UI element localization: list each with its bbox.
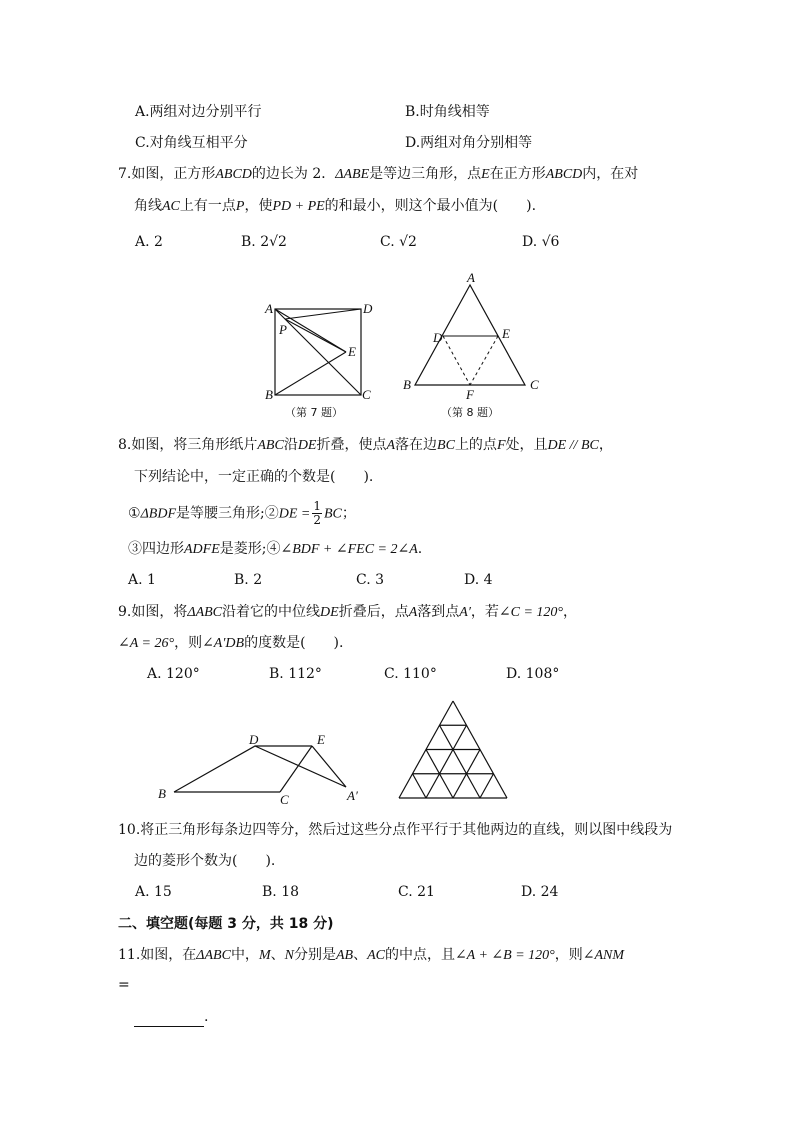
- text: 落在边: [395, 437, 438, 453]
- math: DE // BC: [547, 438, 599, 453]
- text: 内，在对: [582, 166, 639, 182]
- text: 折叠，使点: [316, 437, 387, 453]
- question-number: 10.: [118, 822, 141, 838]
- label-b: B: [265, 387, 273, 402]
- text: 的边长为 2．: [251, 166, 336, 182]
- q9-option-d: D. 108°: [506, 666, 560, 682]
- math: ΔABC: [187, 605, 223, 620]
- q8-line2: 下列结论中，一定正确的个数是( ).: [134, 469, 374, 485]
- text: 角线: [134, 198, 162, 214]
- question-number: 9.: [118, 604, 132, 620]
- q7-option-a: A. 2: [135, 234, 163, 250]
- text: 如图，正方形: [131, 166, 216, 182]
- math: ∠ANM: [582, 948, 625, 963]
- text: 上的点: [454, 437, 497, 453]
- label-f: F: [466, 387, 474, 402]
- label-e: E: [348, 344, 356, 359]
- segment-da1: [255, 746, 346, 787]
- label-p: P: [279, 322, 287, 337]
- math: DE: [297, 438, 317, 453]
- numerator: 1: [313, 499, 321, 513]
- math: M: [258, 948, 271, 963]
- text: 、: [270, 947, 285, 963]
- text: 的中点，且: [384, 947, 455, 963]
- math: ΔABE: [335, 167, 370, 182]
- q8-option-a: A. 1: [128, 572, 156, 588]
- text: 分别是: [293, 947, 336, 963]
- text: ，若: [470, 604, 499, 620]
- text: ，: [563, 604, 578, 620]
- label-b: B: [158, 786, 166, 801]
- q10-option-b: B. 18: [262, 884, 300, 900]
- math: A′: [459, 605, 471, 620]
- text: 落到点: [417, 604, 460, 620]
- section-2-title: 二、填空题(每题 3 分，共 18 分): [118, 916, 334, 932]
- text: .: [417, 541, 423, 557]
- q9-option-b: B. 112°: [269, 666, 322, 682]
- math: ABC: [257, 438, 284, 453]
- text: 在正方形: [489, 166, 546, 182]
- math: N: [284, 948, 294, 963]
- label-e: E: [317, 732, 325, 747]
- text: 是等腰三角形;②: [176, 505, 279, 522]
- text: 沿着它的中位线: [222, 604, 321, 620]
- math: ABCD: [215, 167, 252, 182]
- math: ∠A = 26°: [118, 636, 175, 651]
- math: ABCD: [545, 167, 583, 182]
- q7-line1: [118, 164, 638, 185]
- math: ΔABC: [196, 948, 231, 963]
- math: DE =: [278, 506, 311, 522]
- question-number: 11.: [118, 947, 141, 963]
- text: 将正三角形每条边四等分，然后过这些分点作平行于其他两边的直线，则以图中线段为: [140, 822, 673, 838]
- text: ，: [598, 437, 613, 453]
- q11-line2: =: [118, 977, 130, 993]
- dashed-df: [443, 336, 470, 385]
- text: 是等边三角形，点: [369, 166, 482, 182]
- label-c: C: [362, 387, 371, 402]
- figure-7: [255, 295, 385, 429]
- math: AC: [367, 948, 385, 963]
- q9-line2: [118, 633, 343, 654]
- text: 如图，将三角形纸片: [131, 437, 258, 453]
- text: 、: [353, 947, 368, 963]
- text: ③四边形: [128, 541, 184, 557]
- figure-10: [395, 697, 515, 807]
- grid-line-left-parallel: [480, 774, 494, 798]
- q10-line2: 边的菱形个数为( ).: [134, 853, 276, 869]
- text: 上有一点: [179, 198, 236, 214]
- text: 的和最小，则这个最小值为( ).: [324, 198, 537, 214]
- q10-option-a: A. 15: [135, 884, 172, 900]
- q9-option-c: C. 110°: [384, 666, 437, 682]
- math: ∠BDF + ∠FEC = 2∠A: [280, 542, 418, 557]
- answer-blank-line[interactable]: [134, 1012, 204, 1027]
- math: P: [235, 199, 245, 214]
- label-d: D: [249, 732, 259, 747]
- q6-option-d: D.两组对角分别相等: [405, 135, 533, 151]
- question-number: 7.: [118, 166, 132, 182]
- text: .: [204, 1009, 209, 1025]
- math: ∠A′DB: [202, 636, 245, 651]
- q9-line1: [118, 602, 577, 623]
- segment-pd: [285, 309, 361, 319]
- q10-line1: [118, 820, 672, 840]
- text: 的度数是( ).: [244, 635, 344, 651]
- q7-line2: [134, 196, 536, 217]
- label-d: D: [363, 301, 373, 316]
- segment-pe: [285, 319, 346, 352]
- q8-option-c: C. 3: [356, 572, 385, 588]
- math: A: [386, 438, 396, 453]
- figure-7-caption: （第 7 题）: [285, 406, 343, 419]
- text: ；: [341, 505, 356, 522]
- math: BC: [323, 506, 342, 522]
- math: DE: [320, 605, 339, 620]
- math: AC: [162, 199, 180, 214]
- text: 处，且: [505, 437, 548, 453]
- q8-option-b: B. 2: [234, 572, 263, 588]
- q6-option-b: B.时角线相等: [405, 104, 490, 120]
- math: BC: [437, 438, 455, 453]
- segment-ea1: [312, 746, 346, 787]
- text: ，则: [174, 635, 203, 651]
- q9-option-a: A. 120°: [147, 666, 200, 682]
- math: ∠A + ∠B = 120°: [454, 948, 555, 963]
- text: ①: [128, 505, 141, 522]
- q6-option-a: A.两组对边分别平行: [135, 104, 262, 120]
- q11-line1: [118, 945, 624, 966]
- math: AB: [335, 948, 354, 963]
- q8-statements-3-4: [128, 539, 422, 560]
- dashed-ef: [470, 336, 498, 385]
- text: 折叠后，点: [338, 604, 409, 620]
- q10-option-d: D. 24: [521, 884, 559, 900]
- label-b: B: [403, 377, 411, 392]
- question-number: 8.: [118, 437, 132, 453]
- text: ，使: [244, 198, 273, 214]
- q8-statements-1-2: [128, 500, 356, 528]
- label-c: C: [530, 377, 539, 392]
- fraction-one-half: [312, 500, 322, 527]
- math: A: [408, 605, 418, 620]
- figure-9: [150, 725, 380, 814]
- figure-8: [397, 270, 547, 429]
- q10-option-c: C. 21: [398, 884, 435, 900]
- q7-option-d: D. √6: [522, 234, 560, 250]
- text: 沿: [283, 437, 298, 453]
- label-d: D: [433, 330, 443, 345]
- q11-answer-blank[interactable]: [134, 1007, 208, 1027]
- math: ADFE: [184, 542, 220, 557]
- label-e: E: [502, 326, 510, 341]
- q6-option-c: C.对角线互相平分: [135, 135, 248, 151]
- segment-be: [275, 352, 346, 395]
- math: PD + PE: [272, 199, 325, 214]
- math: ΔBDF: [140, 506, 176, 522]
- grid-line-right-parallel: [413, 774, 427, 798]
- denominator: 2: [313, 513, 321, 527]
- q8-option-d: D. 4: [464, 572, 493, 588]
- segment-bde: [174, 746, 312, 792]
- triangle-grid: [399, 701, 507, 798]
- text: ，则: [554, 947, 583, 963]
- math: ∠C = 120°: [498, 605, 564, 620]
- text: 如图，在: [140, 947, 197, 963]
- text: 是菱形;④: [219, 541, 281, 557]
- label-c: C: [280, 792, 289, 807]
- label-a-prime: A′: [347, 788, 358, 803]
- q7-option-c: C. √2: [380, 234, 417, 250]
- text: 中，: [230, 947, 259, 963]
- figure-8-caption: （第 8 题）: [441, 406, 499, 419]
- math: E: [481, 167, 490, 182]
- text: 如图，将: [131, 604, 188, 620]
- q8-line1: [118, 435, 613, 456]
- math: F: [496, 438, 506, 453]
- label-a: A: [467, 270, 475, 285]
- label-a: A: [265, 301, 273, 316]
- q7-option-b: B. 2√2: [241, 234, 287, 250]
